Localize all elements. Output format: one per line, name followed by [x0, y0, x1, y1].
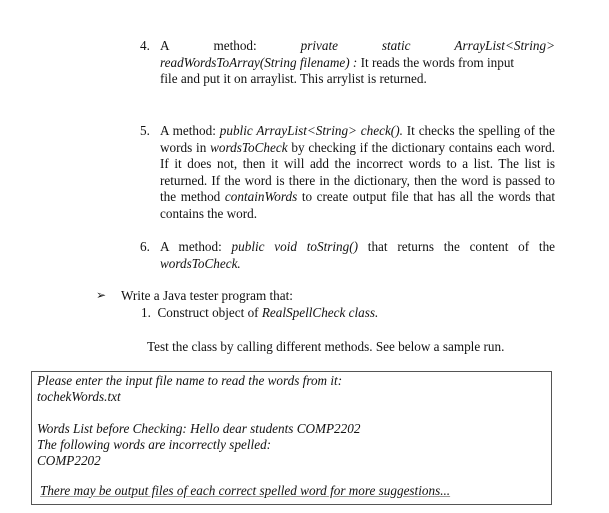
tester-heading: Write a Java tester program that:	[121, 288, 293, 303]
list-item-6	[140, 239, 555, 272]
sample-line: The following words are incorrectly spelled:	[37, 437, 272, 452]
sample-line: There may be output files of each correct spelled word for more suggestions...	[40, 483, 451, 498]
sample-line: tochekWords.txt	[37, 389, 121, 404]
item-body: A method: public ArrayList<String> check(). It checks the spelling of the words in wordsToCheck by checking if the dictionary contains each word. If it does not, then it will add the incorrect words to a list. The list is returned. If the word is there in the dictionary, then the word is passed to the method containWords to create output file that has all the words that contains the word.	[160, 123, 556, 221]
arrow-bullet-icon: ➢	[96, 288, 107, 302]
item-body: A method: public void toString() that returns the content of the wordsToCheck.	[160, 239, 556, 271]
item4-line3: file and put it on arraylist. This arrylist is returned.	[160, 71, 427, 86]
sample-run-box	[31, 371, 552, 505]
test-instruction: Test the class by calling different methods. See below a sample run.	[147, 339, 505, 354]
item-number: 5.	[140, 123, 150, 138]
list-item-4	[140, 38, 555, 88]
sample-line: COMP2202	[37, 453, 101, 468]
item-body	[160, 38, 555, 88]
item4-line2: readWordsToArray(String filename) : It reads the words from input	[160, 54, 515, 70]
sample-line: Please enter the input file name to read the words from it:	[37, 373, 343, 388]
item-number: 4.	[140, 38, 150, 53]
list-item-5	[140, 123, 555, 222]
item-number: 6.	[140, 239, 150, 254]
item4-line1: A method: private static ArrayList<String>	[160, 38, 555, 53]
tester-step-1: 1. Construct object of RealSpellCheck class.	[141, 305, 379, 320]
sample-line: Words List before Checking: Hello dear students COMP2202	[37, 421, 361, 436]
